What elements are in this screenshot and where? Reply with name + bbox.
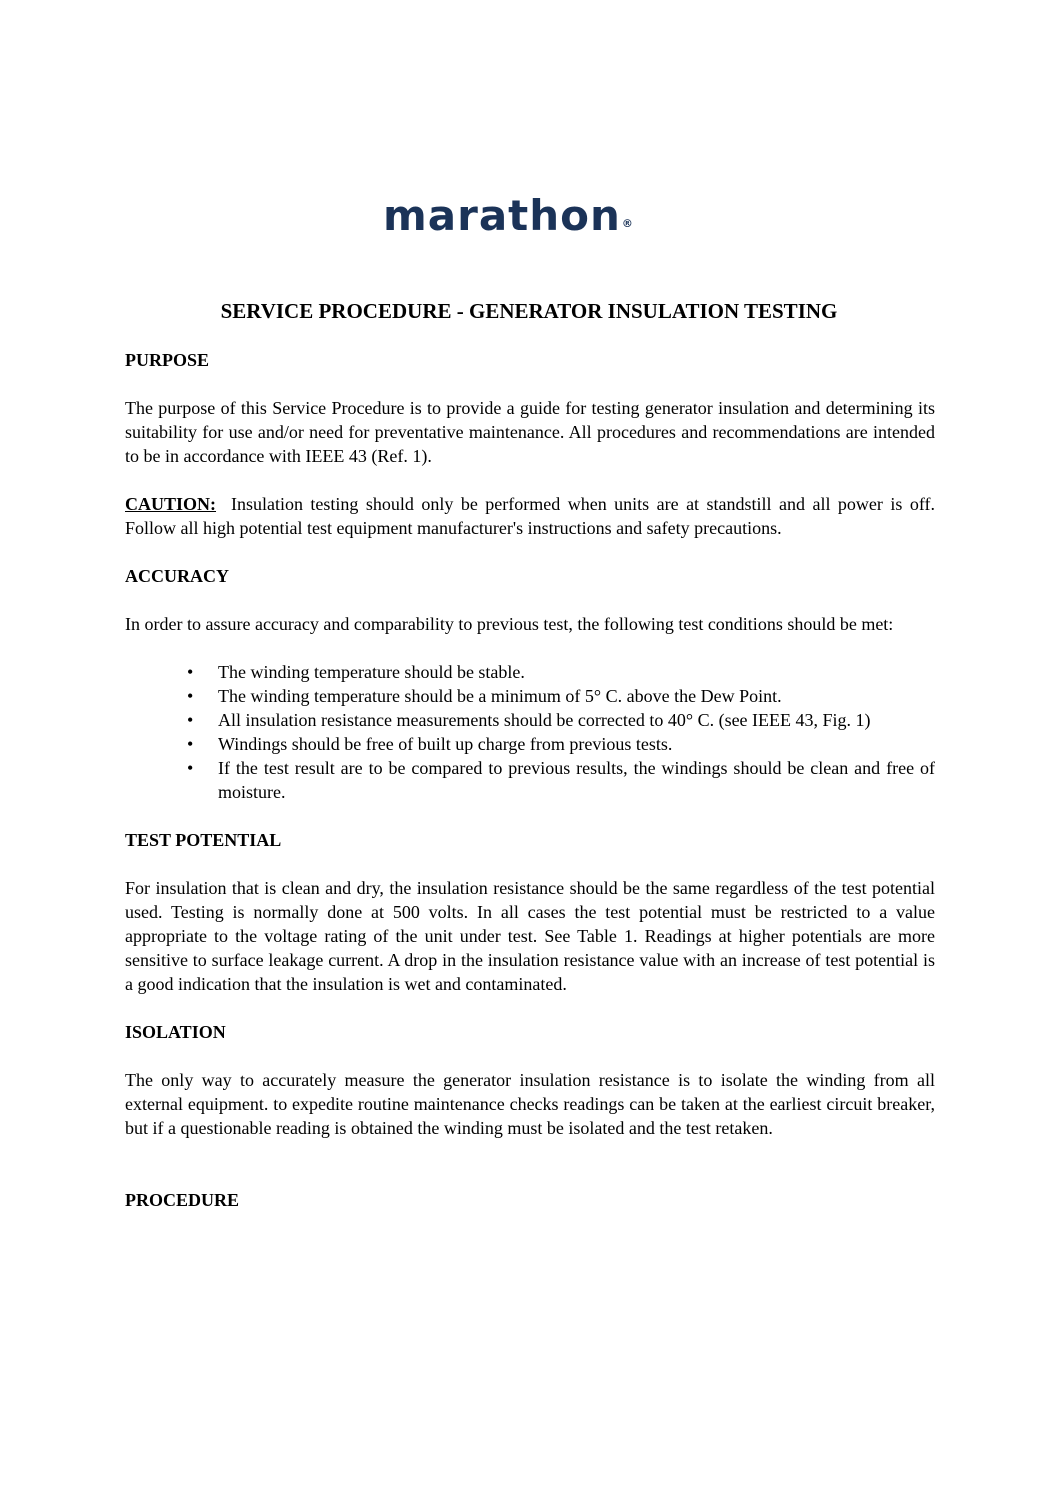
test-potential-heading: TEST POTENTIAL (125, 830, 282, 850)
marathon-logo (383, 192, 673, 240)
section-procedure (125, 1188, 935, 1212)
registered-mark: ® (621, 217, 633, 230)
caution-text: Insulation testing should only be performed when units are at standstill and all power is off. Follow all high potential test equipment manufacturer's instructions and safety precautions. (125, 494, 935, 538)
bullet-icon: • (187, 758, 194, 778)
caution-paragraph (125, 492, 935, 540)
caution-label: CAUTION: (125, 494, 217, 514)
list-item: • Windings should be free of built up charge from previous tests. (187, 734, 673, 754)
bullet-icon: • (187, 710, 194, 730)
document-title: SERVICE PROCEDURE - GENERATOR INSULATION TESTING (220, 299, 838, 323)
bullet-icon: • (187, 686, 194, 706)
accuracy-intro: In order to assure accuracy and comparability to previous test, the following test conditions should be met: (125, 614, 894, 634)
purpose-heading: PURPOSE (125, 350, 210, 370)
section-isolation (125, 1020, 935, 1140)
section-test-potential (125, 828, 935, 996)
list-item: • If the test result are to be compared to previous results, the windings should be clean and free of moisture. (187, 758, 935, 802)
list-item: • The winding temperature should be a minimum of 5° C. above the Dew Point. (187, 686, 782, 706)
procedure-heading: PROCEDURE (125, 1190, 240, 1210)
purpose-paragraph: The purpose of this Service Procedure is to provide a guide for testing generator insulation and determining its suitability for use and/or need for preventative maintenance. All procedures and recommendations are intended to be in accordance with IEEE 43 (Ref. 1). (125, 398, 935, 466)
isolation-paragraph: The only way to accurately measure the generator insulation resistance is to isolate the winding from all external equipment. to expedite routine maintenance checks readings can be taken at the earliest circuit breaker, but if a questionable reading is obtained the winding must be isolated and the test retaken. (125, 1070, 935, 1138)
accuracy-heading: ACCURACY (125, 566, 229, 586)
bullet-icon: • (187, 662, 194, 682)
logo-wordmark: marathon (383, 191, 621, 240)
accuracy-conditions-list (125, 660, 935, 804)
section-purpose (125, 348, 935, 540)
document-body (125, 348, 935, 1212)
list-item: • All insulation resistance measurements should be corrected to 40° C. (see IEEE 43, Fig. 1) (187, 710, 871, 730)
section-accuracy (125, 564, 935, 804)
isolation-heading: ISOLATION (125, 1022, 226, 1042)
list-item: • The winding temperature should be stable. (187, 662, 525, 682)
test-potential-paragraph: For insulation that is clean and dry, the insulation resistance should be the same regardless of the test potential used. Testing is normally done at 500 volts. In all cases the test potential must be restricted to a value appropriate to the voltage rating of the unit under test. See Table 1. Readings at higher potentials are more sensitive to surface leakage current. A drop in the insulation resistance value with an increase of test potential is a good indication that the insulation is wet and contaminated. (125, 878, 935, 994)
bullet-icon: • (187, 734, 194, 754)
